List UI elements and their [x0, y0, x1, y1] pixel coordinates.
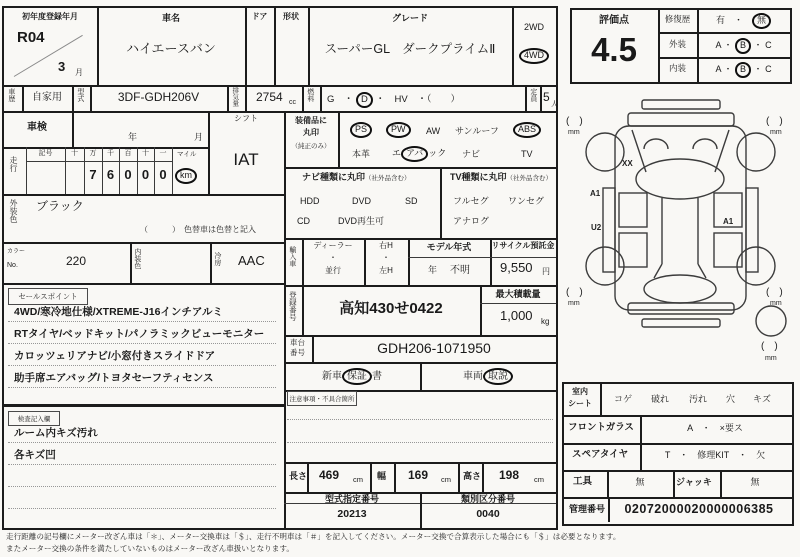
vehicle-manual-circle: 取説	[483, 368, 513, 385]
equipment-leather: 本革	[352, 149, 371, 159]
fuel-values: G ・ D ・ HV ・（ ）	[327, 92, 460, 108]
navi-type-header: ナビ種類に丸印（社外品含む）	[302, 172, 411, 182]
recycle-deposit-value: 9,550	[500, 260, 533, 275]
seat-item-koge: コゲ	[614, 394, 633, 404]
drive-2wd: 2WD	[524, 22, 544, 32]
digit-header-man: 万	[89, 150, 97, 157]
exterior-color-note: （ ） 色替車は色替と記入	[140, 225, 256, 234]
footer-note-line-2: またメーター交換の条件を満たしていないものはメーター改ざん車扱いとなります。	[6, 544, 294, 553]
car-damage-diagram	[558, 92, 798, 384]
footer-note-line-1: 走行距離の記号欄にメーター改ざん車は「＊」、メーター交換車は「＄」、走行不明車は「＃」を記入してください。メーター交換で合算表示した場合にも「＄」は必要となります。	[6, 532, 621, 541]
repair-history-label: 修復歴	[664, 14, 691, 24]
sales-point-line-2: RTタイヤ/ベッドキット/パノラミックビューモニター	[14, 328, 265, 340]
capacity-unit: 人	[551, 101, 558, 108]
vehicle-manual: 車両 取説	[420, 368, 556, 385]
mileage-digit-ichi: 0	[159, 167, 167, 182]
diagram-label-u2: U2	[591, 223, 602, 232]
seat-item-yabure: 破れ	[651, 394, 670, 404]
displacement-unit: cc	[289, 99, 296, 106]
first-registration-year: R04	[17, 29, 45, 46]
interior-color-label: 内装色	[133, 248, 141, 269]
digit-header-ichi: 一	[159, 150, 167, 157]
fuel-label: 燃料	[306, 88, 314, 102]
mileage-digit-man: 7	[89, 167, 97, 182]
capacity-label: 定員	[529, 88, 537, 102]
displacement-label: 排気量	[231, 87, 239, 107]
height-value: 198	[499, 468, 520, 482]
digit-header-ju: 十	[142, 150, 149, 157]
month-suffix: 月	[75, 68, 83, 77]
import-right-h: 右H	[379, 241, 393, 250]
mm-bracket-spare: ( )	[761, 341, 778, 352]
payload-value: 1,000	[500, 308, 533, 323]
svg-text:mm: mm	[770, 129, 782, 136]
class-code-value: 0040	[476, 508, 500, 520]
width-value: 169	[408, 468, 429, 482]
control-number-label: 管理番号	[569, 504, 606, 514]
length-unit: cm	[353, 475, 363, 484]
sales-point-line-3: カロッツェリアナビ/小窓付きスライドドア	[14, 350, 216, 362]
recycle-deposit-label: リサイクル預託金	[491, 241, 555, 250]
exterior-color-value: ブラック	[36, 199, 84, 213]
digit-header-sen: 千	[107, 150, 114, 157]
score-label: 評価点	[599, 15, 629, 26]
seat-label-2: シート	[568, 399, 592, 408]
control-number-value: 02072000020000006385	[624, 502, 774, 516]
model-year-value: 不明	[450, 265, 470, 276]
capacity-value: 5	[543, 90, 550, 104]
equipment-label-1: 装備品に	[295, 116, 327, 125]
import-h-dot: ・	[382, 253, 390, 262]
shaken-label: 車検	[27, 122, 47, 133]
exterior-b-circled: B	[735, 38, 751, 54]
mileage-digit-sen: 6	[106, 167, 115, 182]
mm-bracket-bottom-right: ( )	[766, 287, 783, 298]
width-unit: cm	[441, 475, 451, 484]
height-label: 高さ	[463, 471, 482, 481]
diagram-label-a1-right: A1	[723, 217, 734, 226]
recycle-yen: 円	[542, 267, 550, 276]
model-designation-value: 20213	[337, 508, 367, 520]
width-label: 幅	[377, 471, 387, 481]
equipment-aw: AW	[426, 126, 441, 136]
score-value: 4.5	[591, 31, 637, 68]
tv-type-header: TV種類に丸印（社外品含む）	[450, 172, 553, 182]
seat-label-1: 室内	[572, 387, 588, 396]
jack-value: 無	[750, 477, 760, 487]
mileage-digit-ju: 0	[141, 167, 150, 182]
repair-no-circled: 無	[752, 13, 771, 29]
import-label: 輸入車	[288, 246, 296, 267]
digit-header-10man: 十	[71, 150, 78, 157]
navi-dvd: DVD	[352, 196, 372, 206]
seat-item-kizu: キズ	[753, 394, 771, 404]
ac-value: AAC	[238, 253, 265, 268]
svg-text:mm: mm	[770, 300, 782, 307]
history-value: 自家用	[32, 92, 62, 103]
shift-label: シフト	[234, 114, 258, 123]
exterior-grade-values: A ・ B ・ C	[697, 38, 790, 54]
color-no-label-1: カラー	[7, 249, 26, 255]
model-year-label: モデル年式	[426, 242, 472, 252]
inspector-note-line-1: ルーム内キズ汚れ	[14, 427, 98, 439]
diagram-label-xx: XX	[622, 159, 633, 168]
height-unit: cm	[534, 475, 544, 484]
exterior-grade-label: 外装	[668, 39, 686, 49]
equipment-label-3: （純正のみ）	[291, 143, 331, 150]
shift-value: IAT	[233, 150, 259, 169]
model-designation-label: 型式指定番号	[324, 494, 379, 504]
exterior-color-label: 外装色	[8, 199, 18, 223]
grade-label: グレード	[391, 13, 428, 23]
first-registration-label: 初年度登録年月	[22, 12, 78, 21]
spare-tire-value: T ・ 修理KIT ・ 欠	[664, 450, 766, 460]
navi-cd: CD	[297, 216, 310, 226]
navi-dvd-play: DVD再生可	[338, 216, 385, 226]
inspector-note-line-2: 各キズ凹	[14, 449, 56, 461]
shape-label: 形状	[283, 12, 299, 21]
navi-hdd: HDD	[300, 196, 320, 206]
digit-header-sign: 記号	[38, 150, 53, 157]
chassis-label-2: 番号	[290, 348, 305, 357]
length-label: 長さ	[289, 471, 308, 481]
warranty-book: 新車 保証 書	[284, 368, 420, 385]
windshield-label: フロントガラス	[568, 422, 634, 433]
equipment-navi: ナビ	[462, 149, 481, 159]
mm-bracket-bottom-left: ( )	[566, 287, 583, 298]
repair-history-values: 有 ・ 無	[697, 13, 790, 29]
class-code-label: 類別区分番号	[460, 494, 515, 504]
car-name-value: ハイエースバン	[126, 41, 216, 56]
color-no-value: 220	[65, 254, 87, 268]
color-no-label-2: No.	[7, 262, 18, 269]
model-year-unit: 年	[428, 265, 438, 275]
displacement-value: 2754	[256, 90, 283, 104]
registration-label: 登録番号	[288, 291, 298, 321]
equipment-tv: TV	[521, 149, 533, 159]
first-registration-month: 3	[58, 59, 66, 74]
jack-label: ジャッキ	[676, 477, 712, 487]
tools-value: 無	[635, 477, 645, 487]
import-dealer-dot: ・	[329, 253, 337, 262]
equipment-abs-circled: ABS	[513, 122, 541, 138]
digit-header-hyaku: 百	[124, 150, 132, 157]
import-dealer: ディーラー	[313, 241, 353, 250]
door-label: ドア	[251, 12, 268, 21]
shaken-year-label: 年	[128, 132, 138, 142]
payload-label: 最大積載量	[495, 289, 541, 299]
windshield-value: A ・ ×要ス	[687, 423, 743, 433]
model-code-value: 3DF-GDH206V	[117, 90, 200, 104]
mileage-label: 走行	[8, 156, 18, 172]
seat-item-ana: 穴	[726, 394, 736, 404]
seat-item-yogore: 汚れ	[689, 394, 708, 404]
sales-points-tag: セールスポイント	[8, 288, 88, 305]
registration-value: 高知430せ0422	[339, 300, 443, 317]
warranty-book-circle: 保証	[342, 368, 372, 385]
mile-label: マイル	[177, 151, 197, 158]
import-parallel: 並行	[325, 266, 341, 275]
equipment-label-2: 丸印	[303, 128, 319, 137]
shaken-month-label: 月	[194, 132, 204, 142]
svg-text:mm: mm	[568, 129, 580, 136]
tv-fullseg: フルセグ	[453, 196, 489, 206]
chassis-value: GDH206-1071950	[377, 340, 491, 356]
svg-text:mm: mm	[568, 300, 580, 307]
grade-value: スーパーGL ダークプライムⅡ	[324, 42, 496, 56]
equipment-pw-circled: PW	[386, 122, 411, 138]
km-circled: km	[175, 168, 197, 184]
mileage-digit-hyaku: 0	[124, 167, 132, 182]
tv-analog: アナログ	[453, 216, 490, 226]
ac-label: 冷房	[213, 252, 221, 266]
history-label: 車歴	[7, 88, 15, 102]
interior-b-circled: B	[735, 62, 751, 78]
car-name-label: 車名	[161, 13, 180, 23]
chassis-label-1: 車台	[290, 338, 305, 347]
diagram-label-a1-left: A1	[590, 189, 601, 198]
sales-point-line-4: 助手席エアバッグ/トヨタセーフティセンス	[14, 372, 214, 384]
spare-tire-label: スペアタイヤ	[572, 449, 629, 460]
length-value: 469	[319, 468, 340, 482]
interior-grade-values: A ・ B ・ C	[697, 62, 790, 78]
interior-grade-label: 内装	[668, 63, 686, 73]
mm-bracket-top-left: ( )	[566, 116, 583, 127]
inspector-notes-tag: 検査記入欄	[8, 411, 60, 426]
model-code-label: 型式	[76, 88, 84, 102]
tv-oneseg: ワンセグ	[508, 196, 545, 206]
import-left-h: 左H	[379, 266, 393, 275]
equipment-sunroof: サンルーフ	[455, 126, 499, 136]
drive-4wd-circled: 4WD	[519, 48, 549, 64]
notes-tag: 注意事項・不具合箇所	[287, 391, 357, 406]
sales-point-line-1: 4WD/寒冷地仕様/XTREME-J16インチアルミ	[14, 306, 224, 318]
tools-label: 工具	[573, 476, 593, 487]
navi-sd: SD	[405, 196, 418, 206]
payload-unit: kg	[541, 317, 550, 326]
equipment-ps-circled: PS	[350, 122, 372, 138]
mm-bracket-top-right: ( )	[766, 116, 783, 127]
fuel-diesel-circled: D	[356, 92, 373, 108]
equipment-airbag-circled: エ アバ ック	[392, 146, 446, 162]
svg-text:mm: mm	[765, 355, 777, 362]
